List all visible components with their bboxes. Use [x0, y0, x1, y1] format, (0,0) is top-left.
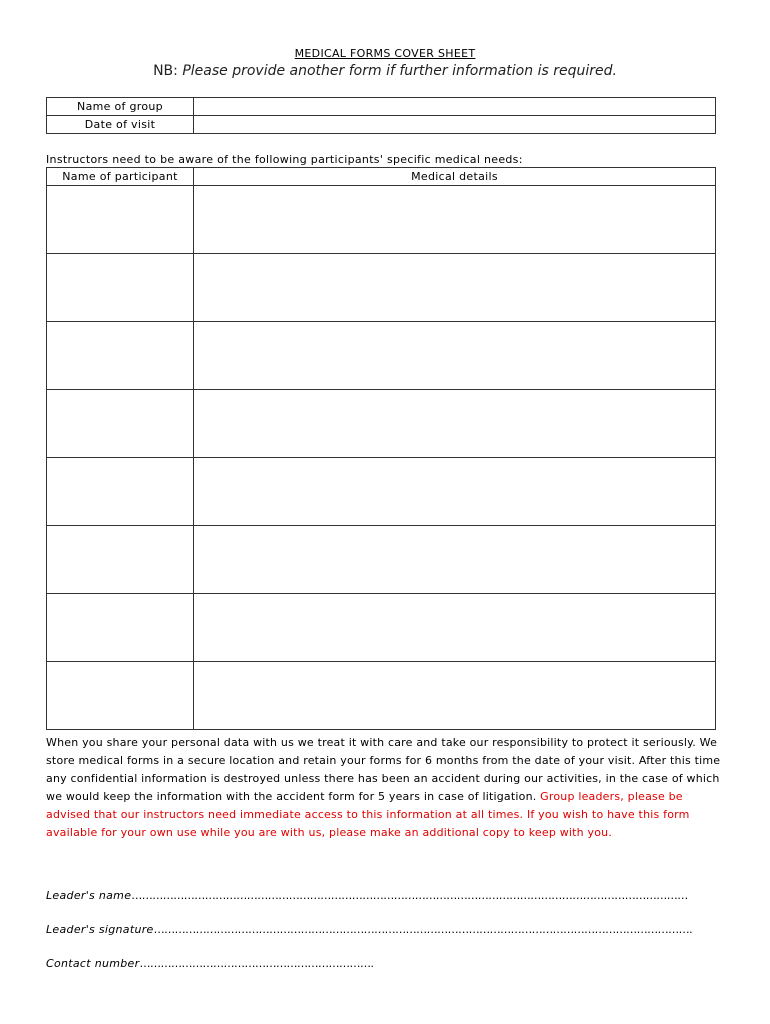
medical-details-cell[interactable]: [194, 322, 716, 390]
group-info-table: [46, 97, 716, 134]
header-participant-name: Name of participant: [47, 168, 194, 186]
medical-details-cell[interactable]: [194, 526, 716, 594]
medical-details-cell[interactable]: [194, 458, 716, 526]
table-row: [47, 458, 716, 526]
leader-signature-line[interactable]: [46, 923, 692, 936]
nb-note: Please provide another form if further information is required.: [182, 63, 617, 79]
participant-name-cell[interactable]: [47, 254, 194, 322]
participant-name-cell[interactable]: [47, 186, 194, 254]
page-subtitle: [0, 63, 770, 79]
header-medical-details: Medical details: [194, 168, 716, 186]
table-row: [47, 662, 716, 730]
page-title: MEDICAL FORMS COVER SHEET: [294, 47, 476, 60]
medical-details-cell[interactable]: [194, 662, 716, 730]
table-row: [47, 322, 716, 390]
table-header-row: [47, 168, 716, 186]
participant-name-cell[interactable]: [47, 526, 194, 594]
participant-name-cell[interactable]: [47, 458, 194, 526]
date-of-visit-field[interactable]: [194, 116, 716, 134]
privacy-text: When you share your personal data with us we treat it with care and take our responsibility to protect it seriously. We store medical forms in a secure location and retain your forms for 6 months from the date of your visit. After this time any confidential information is destroyed unless there has been an accident during our activities, in the case of which we would keep the information with the accident form for 5 years in case of litigation.: [46, 736, 721, 803]
date-of-visit-label: Date of visit: [47, 116, 194, 134]
leader-name-dots: ……………………………………………………………………………………………………………………………………………: [131, 889, 688, 902]
group-name-field[interactable]: [194, 98, 716, 116]
table-row: [47, 594, 716, 662]
medical-details-cell[interactable]: [194, 186, 716, 254]
table-row: [47, 186, 716, 254]
privacy-warning: Group leaders, please be advised that our instructors need immediate access to this information at all times. If you wish to have this form available for your own use while you are with us, please make an additional copy to keep with you.: [46, 790, 690, 839]
contact-number-line[interactable]: [46, 957, 373, 970]
participants-intro: Instructors need to be aware of the following participants' specific medical needs:: [46, 153, 523, 166]
participant-name-cell[interactable]: [47, 322, 194, 390]
date-row: [47, 116, 716, 134]
table-row: [47, 390, 716, 458]
contact-number-label: Contact number: [46, 957, 140, 970]
participant-name-cell[interactable]: [47, 594, 194, 662]
leader-signature-label: Leader's signature: [46, 923, 154, 936]
leader-signature-dots: ……………………………………………………………………………………………………………………………………….: [153, 923, 693, 936]
medical-details-cell[interactable]: [194, 594, 716, 662]
nb-prefix: NB:: [153, 63, 178, 79]
medical-details-cell[interactable]: [194, 254, 716, 322]
group-name-label: Name of group: [47, 98, 194, 116]
medical-details-cell[interactable]: [194, 390, 716, 458]
table-row: [47, 526, 716, 594]
privacy-notice: [46, 734, 726, 842]
leader-name-line[interactable]: [46, 889, 688, 902]
leader-name-label: Leader's name: [46, 889, 132, 902]
participant-name-cell[interactable]: [47, 662, 194, 730]
medical-details-table: [46, 167, 716, 730]
group-row: [47, 98, 716, 116]
contact-number-dots: ………………………………………………………….: [139, 957, 374, 970]
participant-name-cell[interactable]: [47, 390, 194, 458]
table-row: [47, 254, 716, 322]
